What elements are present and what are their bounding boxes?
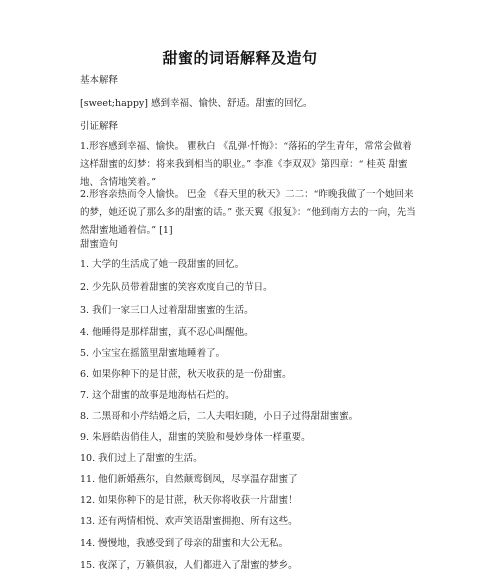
basic-text: [sweet;happy] 感到幸福、愉快、舒适。甜蜜的回忆。 <box>80 98 313 109</box>
document-title: 甜蜜的词语解释及造句 <box>162 49 318 67</box>
example-item: 6. 如果你种下的是甘蔗，秋天收获的是一份甜蜜。 <box>80 369 292 380</box>
example-item: 2. 少先队员带着甜蜜的笑容欢度自己的节日。 <box>80 282 273 293</box>
example-item: 15. 夜深了，万籁俱寂，人们都进入了甜蜜的梦乡。 <box>80 560 298 571</box>
examples-heading: 甜蜜造句 <box>80 239 119 250</box>
example-item: 9. 朱唇皓齿俏佳人，甜蜜的笑脸和曼妙身体一样重要。 <box>80 432 311 443</box>
example-item: 7. 这个甜蜜的故事是地海枯石烂的。 <box>80 390 235 401</box>
cite-heading: 引证解释 <box>80 121 119 132</box>
example-item: 4. 他睡得是那样甜蜜，真不忍心叫醒他。 <box>80 327 254 338</box>
example-item: 13. 还有两情相悦、欢声笑语甜蜜拥抱、所有这些。 <box>80 516 298 527</box>
example-item: 5. 小宝宝在摇篮里甜蜜地睡着了。 <box>80 348 226 359</box>
cite-paragraph-1: 1.形容感到幸福、愉快。 瞿秋白 《乱弹·忏悔》：“落拓的学生青年，常常会做着这样甜蜜的幻梦：将来我到相当的职业。” 李准《李双双》第四章：“ 桂英 甜蜜地、含情地笑着。” <box>80 141 412 188</box>
example-item: 14. 慢慢地，我感受到了母亲的甜蜜和大公无私。 <box>80 538 289 549</box>
example-item: 12. 如果你种下的是甘蔗，秋天你将收获一片甜蜜！ <box>80 495 298 506</box>
cite-paragraph-2: 2.形容亲热而令人愉快。 巴金 《春天里的秋天》二二：“昨晚我做了一个她回来的梦，她还说了那么多的甜蜜的话。” 张天翼《报复》：“他到南方去的一向，先当然甜蜜地通着信。” [1] <box>80 189 416 236</box>
example-item: 3. 我们一家三口人过着甜甜蜜蜜的生活。 <box>80 305 254 316</box>
example-item: 11. 他们新婚燕尔，自然颠鸾倒凤，尽享温存甜蜜了 <box>80 474 298 485</box>
example-item: 1. 大学的生活成了她一段甜蜜的回忆。 <box>80 259 245 270</box>
example-item: 8. 二黑哥和小芹结婚之后，二人夫唱妇随，小日子过得甜甜蜜蜜。 <box>80 411 359 422</box>
basic-heading: 基本解释 <box>80 75 119 86</box>
example-item: 10. 我们过上了甜蜜的生活。 <box>80 453 203 464</box>
